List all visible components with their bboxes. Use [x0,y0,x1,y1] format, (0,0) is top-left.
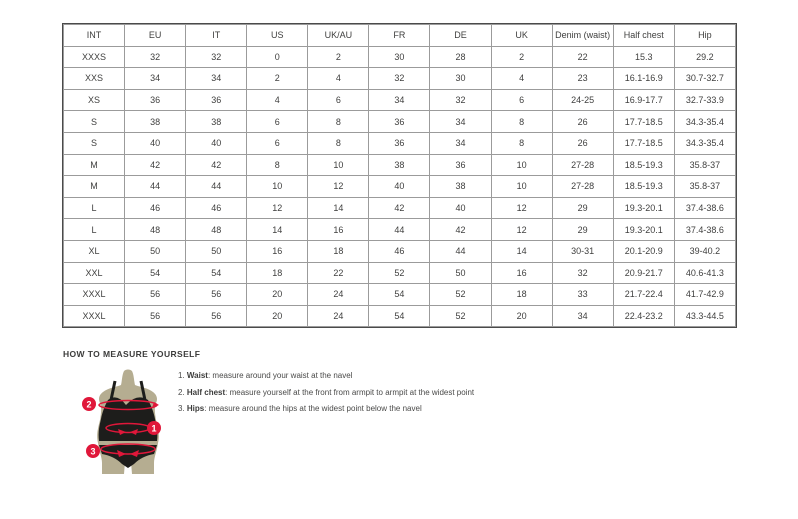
size-cell: 20.1-20.9 [613,240,674,262]
size-cell: 10 [247,176,308,198]
size-cell: 39-40.2 [674,240,735,262]
size-cell: 56 [186,284,247,306]
column-header: IT [186,25,247,47]
size-cell: 52 [369,262,430,284]
measure-steps-list [178,368,474,418]
size-cell: 4 [491,68,552,90]
size-cell: 54 [186,262,247,284]
size-cell: 34 [186,68,247,90]
size-cell: 20 [247,284,308,306]
size-cell: 40.6-41.3 [674,262,735,284]
size-cell: 50 [125,240,186,262]
size-row [64,262,736,284]
size-cell: M [64,154,125,176]
size-cell: 8 [491,111,552,133]
size-cell: 19.3-20.1 [613,219,674,241]
size-cell: 38 [369,154,430,176]
badge-hips-number: 3 [90,446,96,457]
size-cell: 2 [247,68,308,90]
size-cell: 8 [308,111,369,133]
size-cell: 12 [247,197,308,219]
size-cell: 36 [186,89,247,111]
size-cell: 20 [491,305,552,327]
size-cell: 30-31 [552,240,613,262]
size-cell: S [64,132,125,154]
size-cell: XXS [64,68,125,90]
measure-step-half-chest [178,385,474,402]
size-cell: 4 [247,89,308,111]
size-cell: 28 [430,46,491,68]
size-chart-header-row [64,25,736,47]
size-cell: 14 [491,240,552,262]
size-cell: 34.3-35.4 [674,111,735,133]
size-cell: 10 [308,154,369,176]
size-cell: 20 [247,305,308,327]
size-cell: 43.3-44.5 [674,305,735,327]
step-text: : measure around your waist at the navel [207,371,353,380]
size-cell: 29 [552,197,613,219]
size-cell: 21.7-22.4 [613,284,674,306]
size-cell: 18 [247,262,308,284]
size-cell: 6 [308,89,369,111]
size-cell: 32 [125,46,186,68]
mannequin-measurement-illustration [76,369,172,481]
size-cell: 34 [125,68,186,90]
size-row [64,111,736,133]
size-cell: 12 [491,219,552,241]
size-cell: 42 [186,154,247,176]
size-row [64,89,736,111]
size-cell: 2 [308,46,369,68]
size-cell: 12 [491,197,552,219]
size-cell: 16 [247,240,308,262]
column-header: Half chest [613,25,674,47]
size-cell: 29 [552,219,613,241]
size-cell: 17.7-18.5 [613,111,674,133]
size-cell: 36 [125,89,186,111]
size-cell: 56 [186,305,247,327]
size-cell: 23 [552,68,613,90]
step-label: Half chest [186,387,226,397]
size-cell: 10 [491,154,552,176]
step-label: Hips [186,404,205,413]
size-cell: 44 [125,176,186,198]
size-cell: 35.8-37 [674,176,735,198]
size-cell: 19.3-20.1 [613,197,674,219]
size-cell: 6 [247,132,308,154]
size-row [64,132,736,154]
size-cell: 40 [369,176,430,198]
size-cell: 14 [247,219,308,241]
size-cell: 8 [247,154,308,176]
size-cell: 36 [369,111,430,133]
size-cell: XXXL [64,305,125,327]
badge-half-chest-number: 2 [86,399,92,410]
size-cell: 26 [552,132,613,154]
size-cell: 18 [491,284,552,306]
size-cell: 54 [369,305,430,327]
size-cell: 32 [430,89,491,111]
size-cell: 18.5-19.3 [613,176,674,198]
size-cell: 16.9-17.7 [613,89,674,111]
size-cell: 48 [186,219,247,241]
size-row [64,68,736,90]
size-cell: XXXS [64,46,125,68]
size-cell: 34 [552,305,613,327]
size-cell: 30.7-32.7 [674,68,735,90]
size-cell: L [64,219,125,241]
column-header: UK [491,25,552,47]
size-cell: 35.8-37 [674,154,735,176]
size-cell: XS [64,89,125,111]
size-cell: 27-28 [552,176,613,198]
size-cell: 24-25 [552,89,613,111]
size-cell: 48 [125,219,186,241]
size-cell: 52 [430,305,491,327]
size-cell: 24 [308,305,369,327]
size-cell: 32 [186,46,247,68]
size-cell: 33 [552,284,613,306]
size-cell: 54 [125,262,186,284]
badge-hips [86,444,100,458]
size-cell: 56 [125,305,186,327]
column-header: INT [64,25,125,47]
size-cell: 32.7-33.9 [674,89,735,111]
size-cell: 46 [186,197,247,219]
size-cell: 56 [125,284,186,306]
size-cell: 37.4-38.6 [674,197,735,219]
size-cell: 17.7-18.5 [613,132,674,154]
size-cell: 20.9-21.7 [613,262,674,284]
size-cell: 30 [430,68,491,90]
size-cell: 40 [125,132,186,154]
size-cell: 15.3 [613,46,674,68]
size-cell: 41.7-42.9 [674,284,735,306]
size-cell: 37.4-38.6 [674,219,735,241]
column-header: Denim (waist) [552,25,613,47]
size-cell: S [64,111,125,133]
size-cell: 16 [308,219,369,241]
size-cell: 22.4-23.2 [613,305,674,327]
step-text: : measure around the hips at the widest point below the navel [204,404,422,413]
size-cell: L [64,197,125,219]
size-cell: 40 [186,132,247,154]
step-number: 1. [178,371,185,380]
size-cell: 18 [308,240,369,262]
column-header: EU [125,25,186,47]
size-cell: 42 [125,154,186,176]
size-cell: 42 [369,197,430,219]
size-cell: 46 [125,197,186,219]
size-cell: XL [64,240,125,262]
size-row [64,284,736,306]
size-cell: 34 [430,111,491,133]
size-row [64,176,736,198]
size-cell: 12 [308,176,369,198]
size-cell: 50 [430,262,491,284]
step-text: : measure yourself at the front from armpit to armpit at the widest point [225,387,475,397]
step-label: Waist [186,371,208,380]
size-row [64,197,736,219]
size-cell: 6 [491,89,552,111]
size-cell: 50 [186,240,247,262]
measure-section-title: HOW TO MEASURE YOURSELF [63,349,201,359]
size-cell: XXXL [64,284,125,306]
size-cell: 24 [308,284,369,306]
size-cell: 34 [430,132,491,154]
size-cell: 46 [369,240,430,262]
size-cell: 8 [308,132,369,154]
size-cell: 16 [491,262,552,284]
size-cell: M [64,176,125,198]
size-row [64,305,736,327]
size-cell: 34 [369,89,430,111]
size-cell: 4 [308,68,369,90]
size-cell: 16.1-16.9 [613,68,674,90]
size-cell: 34.3-35.4 [674,132,735,154]
size-cell: 6 [247,111,308,133]
size-row [64,154,736,176]
size-cell: 38 [186,111,247,133]
badge-waist-number: 1 [151,423,157,434]
size-cell: 40 [430,197,491,219]
measure-step-waist [178,368,474,385]
size-cell: 18.5-19.3 [613,154,674,176]
size-cell: 32 [552,262,613,284]
step-number: 2. [178,387,185,397]
size-chart-body [64,46,736,327]
size-row [64,240,736,262]
step-number: 3. [178,404,185,413]
badge-half-chest [82,397,96,411]
size-cell: 14 [308,197,369,219]
size-cell: 22 [308,262,369,284]
column-header: FR [369,25,430,47]
size-cell: 36 [369,132,430,154]
size-cell: 22 [552,46,613,68]
size-cell: 44 [430,240,491,262]
size-cell: 29.2 [674,46,735,68]
size-cell: 30 [369,46,430,68]
size-cell: 8 [491,132,552,154]
size-row [64,219,736,241]
size-cell: 38 [430,176,491,198]
column-header: US [247,25,308,47]
size-cell: 2 [491,46,552,68]
size-row [64,46,736,68]
size-chart-table [63,24,736,327]
size-cell: 10 [491,176,552,198]
size-cell: 36 [430,154,491,176]
size-cell: 38 [125,111,186,133]
column-header: UK/AU [308,25,369,47]
measure-step-hips [178,401,474,418]
size-cell: 54 [369,284,430,306]
size-cell: 27-28 [552,154,613,176]
size-cell: XXL [64,262,125,284]
size-cell: 26 [552,111,613,133]
column-header: Hip [674,25,735,47]
size-cell: 44 [369,219,430,241]
column-header: DE [430,25,491,47]
size-cell: 32 [369,68,430,90]
badge-waist [147,421,161,435]
size-cell: 52 [430,284,491,306]
size-cell: 44 [186,176,247,198]
size-cell: 42 [430,219,491,241]
size-chart [62,23,737,328]
size-cell: 0 [247,46,308,68]
